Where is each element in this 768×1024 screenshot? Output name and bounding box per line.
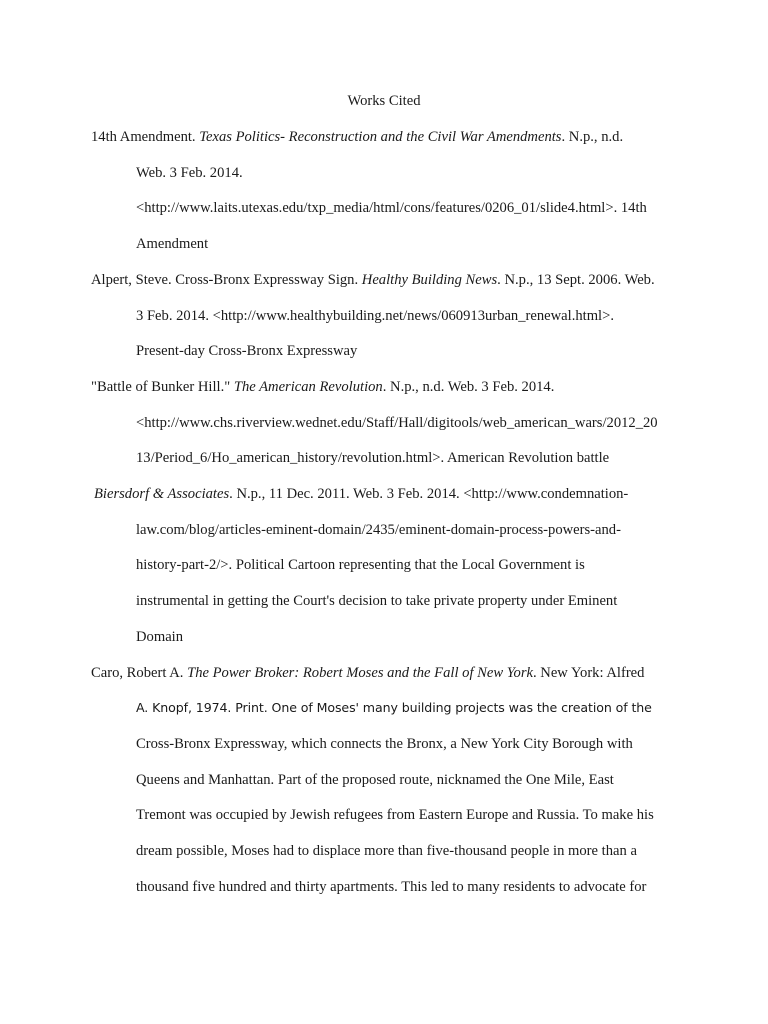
citation-source-title: Biersdorf & Associates [94, 486, 230, 502]
citation-url-line: 13/Period_6/Ho_american_history/revolution.html>. American Revolution battle [136, 450, 610, 466]
citation-source-title: Texas Politics- Reconstruction and the Civil War Amendments [199, 129, 562, 145]
citation-line: history-part-2/>. Political Cartoon representing that the Local Government is [136, 557, 585, 573]
citation-line: Amendment [136, 236, 209, 252]
citation-line: Present-day Cross-Bronx Expressway [136, 343, 358, 359]
citation-url-line: 3 Feb. 2014. <http://www.healthybuilding.net/news/060913urban_renewal.html>. [136, 308, 614, 324]
citation-bunker-hill-line-1: "Battle of Bunker Hill." The American Revolution. N.p., n.d. Web. 3 Feb. 2014. [91, 379, 555, 395]
citation-line: instrumental in getting the Court's decision to take private property under Eminent [136, 593, 618, 609]
citation-line: A. Knopf, 1974. Print. One of Moses' many building projects was the creation of the [136, 700, 652, 715]
citation-line: dream possible, Moses had to displace more than five-thousand people in more than a [136, 843, 637, 859]
page-title: Works Cited [347, 93, 421, 109]
citation-line: Queens and Manhattan. Part of the proposed route, nicknamed the One Mile, East [136, 772, 614, 788]
citation-source-title: Healthy Building News [361, 272, 498, 288]
citation-url-line: <http://www.laits.utexas.edu/txp_media/html/cons/features/0206_01/slide4.html>. 14th [136, 200, 647, 216]
citation-source-title: The American Revolution [233, 379, 383, 395]
citation-source-title: The Power Broker: Robert Moses and the Fall of New York [187, 665, 533, 681]
citation-line: thousand five hundred and thirty apartments. This led to many residents to advocate for [136, 879, 647, 895]
citation-caro-line-1: Caro, Robert A. The Power Broker: Robert Moses and the Fall of New York. New York: Alfred [91, 665, 645, 681]
citation-url-line: <http://www.chs.riverview.wednet.edu/Staff/Hall/digitools/web_american_wars/2012_20 [136, 415, 658, 431]
citation-url-line: law.com/blog/articles-eminent-domain/2435/eminent-domain-process-powers-and- [136, 522, 621, 538]
citation-alpert-line-1: Alpert, Steve. Cross-Bronx Expressway Sign. Healthy Building News. N.p., 13 Sept. 2006. Web. [91, 272, 655, 288]
citation-14th-amendment-line-1: 14th Amendment. Texas Politics- Reconstruction and the Civil War Amendments. N.p., n.d. [91, 129, 624, 145]
citation-biersdorf-line-1: Biersdorf & Associates. N.p., 11 Dec. 2011. Web. 3 Feb. 2014. <http://www.condemnation- [94, 486, 629, 502]
citation-line: Tremont was occupied by Jewish refugees from Eastern Europe and Russia. To make his [136, 807, 654, 823]
citation-line: Cross-Bronx Expressway, which connects the Bronx, a New York City Borough with [136, 736, 633, 752]
citation-line: Domain [136, 629, 184, 645]
citation-line: Web. 3 Feb. 2014. [136, 165, 243, 181]
